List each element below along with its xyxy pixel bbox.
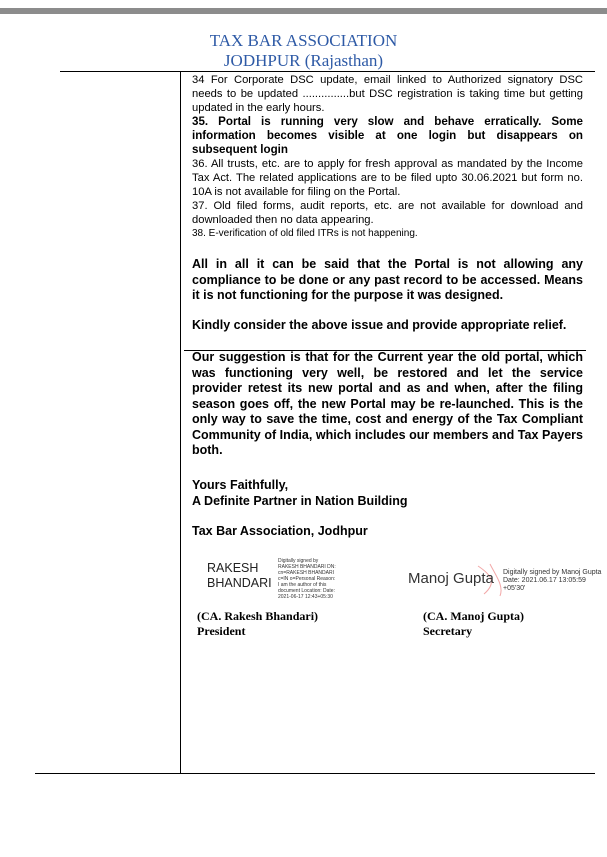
closing-salutation: Yours Faithfully,	[192, 478, 289, 492]
point-34: 34 For Corporate DSC update, email linked to Authorized signatory DSC needs to be updated ...............but DSC registration is taking time but getting updated in the early hours.	[192, 74, 583, 114]
digital-signature-note: Digitally signed by RAKESH BHANDARI DN: cn=RAKESH BHANDARI c=IN o=Personal Reason: I am the author of this document Location: Date: 2021-06-17 12:43+05:30	[278, 558, 336, 600]
points-list	[192, 73, 583, 241]
signatory-right-name: (CA. Manoj Gupta)	[423, 609, 524, 623]
top-bar	[0, 8, 607, 14]
signature-name: Manoj Gupta	[408, 570, 494, 587]
signatory-left-name: (CA. Rakesh Bhandari)	[197, 609, 319, 623]
closing-organisation: Tax Bar Association, Jodhpur	[192, 524, 368, 538]
point-35: 35. Portal is running very slow and behave erratically. Some information becomes visible at one login but disappears on subsequent login	[192, 115, 583, 156]
digital-sign-line3: +05'30'	[503, 585, 526, 592]
point-36: 36. All trusts, etc. are to apply for fresh approval as mandated by the Income Tax Act. The related applications are to be filed upto 30.06.2021 but form no. 10A is not available for filing on the Portal.	[192, 158, 583, 198]
signature-name-line1: RAKESH	[207, 561, 259, 575]
association-name: TAX BAR ASSOCIATION	[209, 31, 398, 50]
footer-rule	[35, 773, 595, 774]
digital-sign-line1: Digitally signed by Manoj Gupta	[503, 569, 602, 576]
digital-sign-line2: Date: 2021.06.17 13:05:59	[503, 577, 586, 584]
header-rule	[60, 71, 595, 72]
margin-line	[180, 71, 181, 773]
summary-paragraph: All in all it can be said that the Portal is not allowing any compliance to be done or any past record to be accessed. Means it is not functioning for the purpose it was designed.	[192, 257, 583, 302]
closing-tagline: A Definite Partner in Nation Building	[192, 494, 408, 508]
signature-name-line2: BHANDARI	[207, 576, 272, 590]
point-37: 37. Old filed forms, audit reports, etc. are not available for download and downloaded then no data appearing.	[192, 200, 583, 226]
point-38: 38. E-verification of old filed ITRs is not happening.	[192, 228, 418, 239]
signatory-right-title: Secretary	[423, 624, 473, 638]
signatory-left-title: President	[197, 624, 246, 638]
request-paragraph: Kindly consider the above issue and provide appropriate relief.	[192, 318, 567, 332]
suggestion-paragraph: Our suggestion is that for the Current year the old portal, which was functioning very well, be restored and let the service provider retest its new portal and as and when, after the filing season goes off, the new Portal may be re-launched. This is the only way to save the time, cost and energy of the Tax Compliant Community of India, which includes our members and Tax Payers both.	[192, 350, 583, 457]
association-location: JODHPUR (Rajasthan)	[223, 51, 384, 70]
